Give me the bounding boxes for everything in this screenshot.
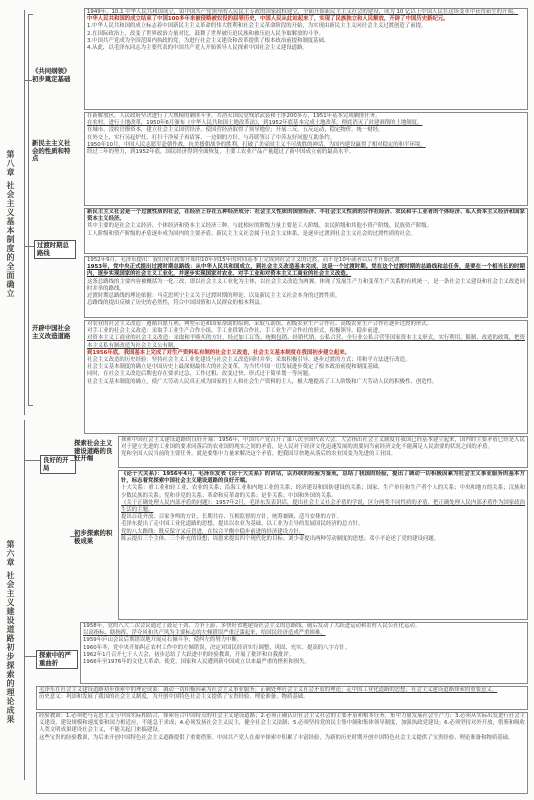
paragraph: 新民主主义社会是一个过渡性质的社会，在经济上存在五种经济成分：社会主义性质的国营经济、半社会主义性质的合作社经济、农民和手工业者的个体经济、私人资本主义经济和国家资本主义经济。 bbox=[87, 209, 525, 223]
section-label-new-democracy: 新民主主义社会的性质和特点 bbox=[32, 139, 71, 163]
paragraph: 总路线的提出反映了历史的必然性，符合中国国情和人民群众的根本利益。 bbox=[87, 300, 265, 307]
paragraph: 对农业的社会主义改造：遵循自愿互利、典型示范和国家帮助的原则，采取互助组、初级农业生产合作社、高级农业生产合作社逐步过渡的形式。 bbox=[87, 321, 433, 327]
section-label-general-line: 过渡时期总路线 bbox=[34, 240, 76, 259]
paragraph: 其中主要的是社会主义经济、个体经济和资本主义经济三种。与此相应的阶级力量主要是工人阶级、农民阶级和其他小资产阶级、民族资产阶级。 bbox=[87, 223, 433, 230]
chapter-spine-bottom bbox=[24, 420, 25, 780]
paragraph: 到1956年底，我国基本上完成了对生产资料私有制的社会主义改造，社会主义基本制度在我国初步建立起来。 bbox=[87, 349, 350, 356]
section-label-exploration-start: 探索社会主义建设道路的良好开端 bbox=[74, 439, 113, 463]
chapter-spine-top bbox=[24, 10, 25, 415]
paragraph: 社会主义改造的历史经验：坚持社会主义工业化建设与社会主义改造同时并举；采取积极引导、逐步过渡的方式；用和平方法进行改造。 bbox=[87, 357, 411, 364]
connector bbox=[70, 460, 80, 461]
chapter-6-label: 第六章 社会主义建设道路初步探索的理论成果 bbox=[6, 540, 15, 724]
paragraph: 2.在国际政治上，改变了世界政治力量对比，鼓舞了世界被压迫民族和被压迫人民争取解放的斗争。 bbox=[87, 30, 324, 37]
text-block-lessons bbox=[36, 712, 528, 794]
text-block-recovery bbox=[84, 112, 528, 206]
paragraph: 在农村，进行土地改革，1950年6月颁布《中华人民共和国土地改革法》，到1952年底基本完成土地改革，彻底消灭了封建剥削的土地制度。 bbox=[87, 120, 423, 127]
paragraph: 《关于正确处理人民内部矛盾的问题》：1957年2月，毛泽东发表讲话，提出社会主义社会矛盾的学说，区分两类不同性质的矛盾，把正确处理人民内部矛盾作为国家政治生活的主题。 bbox=[121, 499, 525, 514]
paragraph: 1958年，党的八大二次会议通过了鼓足干劲、力争上游、多快好省地建设社会主义的总路线，随后发动了大跃进运动和农村人民公社化运动。 bbox=[83, 623, 421, 629]
paragraph: 1960年冬，党中央开始纠正农村工作中的左倾错误，决定对国民经济实行调整、巩固、充实、提高的八字方针。 bbox=[83, 644, 351, 651]
text-block-transformation bbox=[84, 320, 528, 434]
text-block-eighth-congress bbox=[118, 436, 528, 468]
paragraph: 同时，在社会主义改造后期也存在要求过急、工作过粗、改变过快、形式过于简单划一等问题。 bbox=[87, 371, 314, 378]
paragraph: 党的八大路线：既反保守又反冒进，在综合平衡中稳步前进的经济建设方针。 bbox=[121, 528, 305, 535]
paragraph: 毛泽东在社会主义建设道路初步探索中的理论成果：调动一切积极因素为社会主义事业服务；正确处理社会主义社会矛盾的理论；走中国工业化道路的思想；社会主义建设道路探索的重要意义。 bbox=[39, 687, 498, 693]
connector bbox=[70, 536, 80, 537]
paragraph: 1949年，10.1 中华人民共和国成立，由中国共产党领导的人民民主专政的国家政权建立，全面开始新民主主义社会的建设，成为 10 亿以上中国人民在这场变革中获得新生的开端。 bbox=[87, 9, 519, 15]
paragraph: 在城市，没收官僚资本，建立社会主义国营经济，使国营经济取得了领导地位；开展三反、五反运动，稳定物价，统一财经。 bbox=[87, 127, 384, 134]
text-block-setbacks bbox=[80, 622, 528, 684]
paragraph: 在新解放区，人民政府坚决进行了大规模的剿匪斗争，共消灭国民党残余武装和土匪200多万，1951年基本完成剿匪任务。 bbox=[87, 113, 381, 119]
paragraph: 在外交上，实行另起炉灶、打扫干净屋子再请客、一边倒的方针，与苏联签订了中苏友好同盟互助条约。 bbox=[87, 134, 335, 141]
paragraph: 社会主义基本制度的确立，使广大劳动人民真正成为国家的主人和社会生产资料的主人，极大地提高了工人阶级和广大劳动人民的积极性、创造性。 bbox=[87, 378, 438, 385]
paragraph: 提出百花齐放、百家争鸣的方针，长期共存、互相监督的方针，统筹兼顾、适当安排的方针。 bbox=[121, 514, 343, 521]
paragraph: 对资本主义工商业的社会主义改造：采取和平赎买的方针，经过加工订货、统购包销、经销代销、公私合营、全行业公私合营等国家资本主义形式，实行利用、限制、改造的政策，把资本主义私有制改造为社会主义公有制。 bbox=[87, 335, 525, 349]
paragraph: 4.从此，以毛泽东同志为主要代表的中国共产党人开始领导人民探索中国社会主义建设道路。 bbox=[87, 45, 308, 52]
paragraph: 社会主义基本制度的确立是中国历史上最深刻最伟大的社会变革，为当代中国一切发展进步奠定了根本政治前提和制度基础。 bbox=[87, 364, 384, 371]
paragraph: 1.中华人民共和国的成立标志着中国新民主主义革命的伟大胜利和社会主义革命阶段的开始，为实现由新民主主义向社会主义过渡创造了前提。 bbox=[87, 23, 427, 30]
connector bbox=[24, 656, 36, 657]
paragraph: 《论十大关系》：1956年4月，毛泽东发表《论十大关系》的讲话，以苏联的经验为鉴戒，总结了我国的经验，提出了调动一切积极因素为社会主义事业服务的基本方针，标志着党探索中国社会主义建设道路的良好开端。 bbox=[121, 471, 525, 485]
connector bbox=[24, 460, 40, 461]
paragraph: 过渡时期总路线的理论依据：马克思列宁主义关于过渡时期的理论，以及新民主主义社会本身的过渡性质。 bbox=[87, 293, 341, 300]
text-block-founding bbox=[84, 8, 528, 110]
paragraph: 历史意义：巩固和发展了我国的社会主义制度，为开创中国特色社会主义提供了宝贵经验、理论准备、物质基础。 bbox=[39, 694, 309, 701]
section-label-preliminary-results: 初步探索的积极成果 bbox=[74, 529, 113, 545]
text-block-theory-results bbox=[36, 686, 528, 710]
paragraph: 1953年，党中央正式提出过渡时期总路线：从中华人民共和国成立，到社会主义改造基本完成，这是一个过渡时期。党在这个过渡时期的总路线和总任务，是要在一个相当长的时期内，逐步实现国家的社会主义工业化，并逐步实现国家对农业、对手工业和对资本主义工商业的社会主义改造。 bbox=[87, 264, 525, 278]
paragraph: 1962年1月召开七千人大会，初步总结了大跃进中的经验教训，开展了批评和自我批评。 bbox=[83, 651, 295, 658]
paragraph: 十大关系：重工业和轻工业、农业的关系；沿海工业和内地工业的关系；经济建设和国防建设的关系；国家、生产单位和生产者个人的关系；中央和地方的关系；汉族和少数民族的关系；党和非党的关系；革命和反革命的关系；是非关系；中国和外国的关系。 bbox=[121, 485, 525, 499]
paragraph: 1950年10月，中国人民志愿军赴朝作战，抗美援朝战争的胜利，打破了美帝国主义不可战胜的神话，为国内建设赢得了相对稳定的和平环境。 bbox=[87, 141, 426, 148]
paragraph: 1952年9月，毛泽东提出：我们现在就要开始用10年到15年的时间基本上完成到社会主义的过渡，而不是10年或者以后才开始过渡。 bbox=[87, 257, 406, 263]
paragraph: 这些宝贵的经验教训，为后来开创中国特色社会主义道路提供了重要借鉴。中国共产党人在艰辛探索中积累了丰富经验，为新的历史时期开创中国特色社会主义提供了宝贵经验、理论准备和物质基础。 bbox=[39, 734, 514, 741]
text-block-society-nature bbox=[84, 208, 528, 254]
text-block-general-line bbox=[84, 256, 528, 318]
paragraph: 1966年至1976年的文化大革命，使党、国家和人民遭到新中国成立以来最严重的挫折和损失。 bbox=[83, 659, 310, 666]
section-label-good-start: 良好的开局 bbox=[40, 455, 76, 474]
paragraph: 毛泽东提出了走中国工业化道路的思想，提出以农业为基础、以工业为主导的发展国民经济的总方针。 bbox=[121, 521, 364, 528]
text-block-ten-relations bbox=[118, 470, 528, 620]
paragraph: 对手工业的社会主义改造：采取手工业生产合作小组、手工业供销合作社、手工业生产合作社的形式，积极领导，稳步前进。 bbox=[87, 328, 384, 335]
paragraph: 1959年庐山会议后期错误地开展反右倾斗争，使纠左的努力中断。 bbox=[83, 637, 243, 644]
paragraph: 经验教训：1.必须把马克思主义与中国实际相结合，探索符合中国特点的社会主义建设道路；2.必须正确认识社会主义社会的主要矛盾和根本任务，集中力量发展社会生产力；3.必须从实际出发进行社会主义建设，建设规模和速度要和国力相适应，不能急于求成；4.必须发扬社会主义民主，健全社会主义法制；5.必须坚持党的民主集中制和集体领导制度，加强执政党建设；6.必须坚持对外开放，借鉴和吸收人类文明成果建设社会主义，不能关起门来搞建设。 bbox=[39, 713, 525, 734]
paragraph: 探索中国社会主义建设道路的良好开端：1956年，中国共产党召开了第八次全国代表大会。大会指出社会主义制度在我国已经基本建立起来，国内的主要矛盾已经是人民对于建立先进的工业国的要求同落后的农业国的现实之间的矛盾，是人民对于经济文化迅速发展的需要同当前经济文化不能满足人民需要的状况之间的矛盾。 bbox=[121, 437, 525, 451]
paragraph: 党和全国人民当前的主要任务，就是要集中力量来解决这个矛盾，把我国尽快地从落后的农业国变为先进的工业国。 bbox=[121, 451, 396, 458]
paragraph: 经过三年的努力，到1952年底，国民经济得到全面恢复，主要工农业产品产量超过了新中国成立前的最高水平。 bbox=[87, 149, 355, 156]
section-label-transformation: 开辟中国社会主义改造道路 bbox=[32, 324, 71, 340]
paragraph: 工人阶级和资产阶级的矛盾逐步成为国内的主要矛盾。新民主主义社会属于社会主义体系，是逐步过渡到社会主义社会的过渡性质的社会。 bbox=[87, 230, 416, 237]
paragraph: 3.中国共产党成为全国范围内执政的党，为进行社会主义建设和改革提供了根本政治前提和制度基础。 bbox=[87, 37, 330, 44]
section-label-gongtong-gangling: 《共同纲领》初步奠定基础 bbox=[32, 67, 71, 83]
chapter-8-label: 第八章 社会主义基本制度的全面确立 bbox=[6, 150, 15, 298]
paragraph: 中华人民共和国的成立结束了中国100多年来被侵略被奴役的屈辱历史，中国人民从此站起来了，实现了民族独立和人民解放，开辟了中国历史新纪元。 bbox=[87, 16, 449, 23]
paragraph: 这条总路线的主要内容被概括为一化三改，即以社会主义工业化为主体，以社会主义改造为两翼，体现了发展生产力和变革生产关系的有机统一，是一条社会主义建设和社会主义改造同时并举的路线。 bbox=[87, 278, 525, 292]
connector bbox=[24, 246, 34, 247]
paragraph: 以高指标、瞎指挥、浮夸风和共产风为主要标志的左倾错误严重泛滥起来，给国民经济造成严重困难。 bbox=[83, 630, 326, 637]
section-label-setbacks: 探索中的严重曲折 bbox=[36, 650, 78, 669]
paragraph: 陈云提出三个主体、三个补充的设想；周恩来提出四个现代化的目标；刘少奇提出两种劳动制度的思想；邓小平论述了党的建设问题。 bbox=[121, 535, 440, 542]
connector bbox=[24, 80, 32, 81]
